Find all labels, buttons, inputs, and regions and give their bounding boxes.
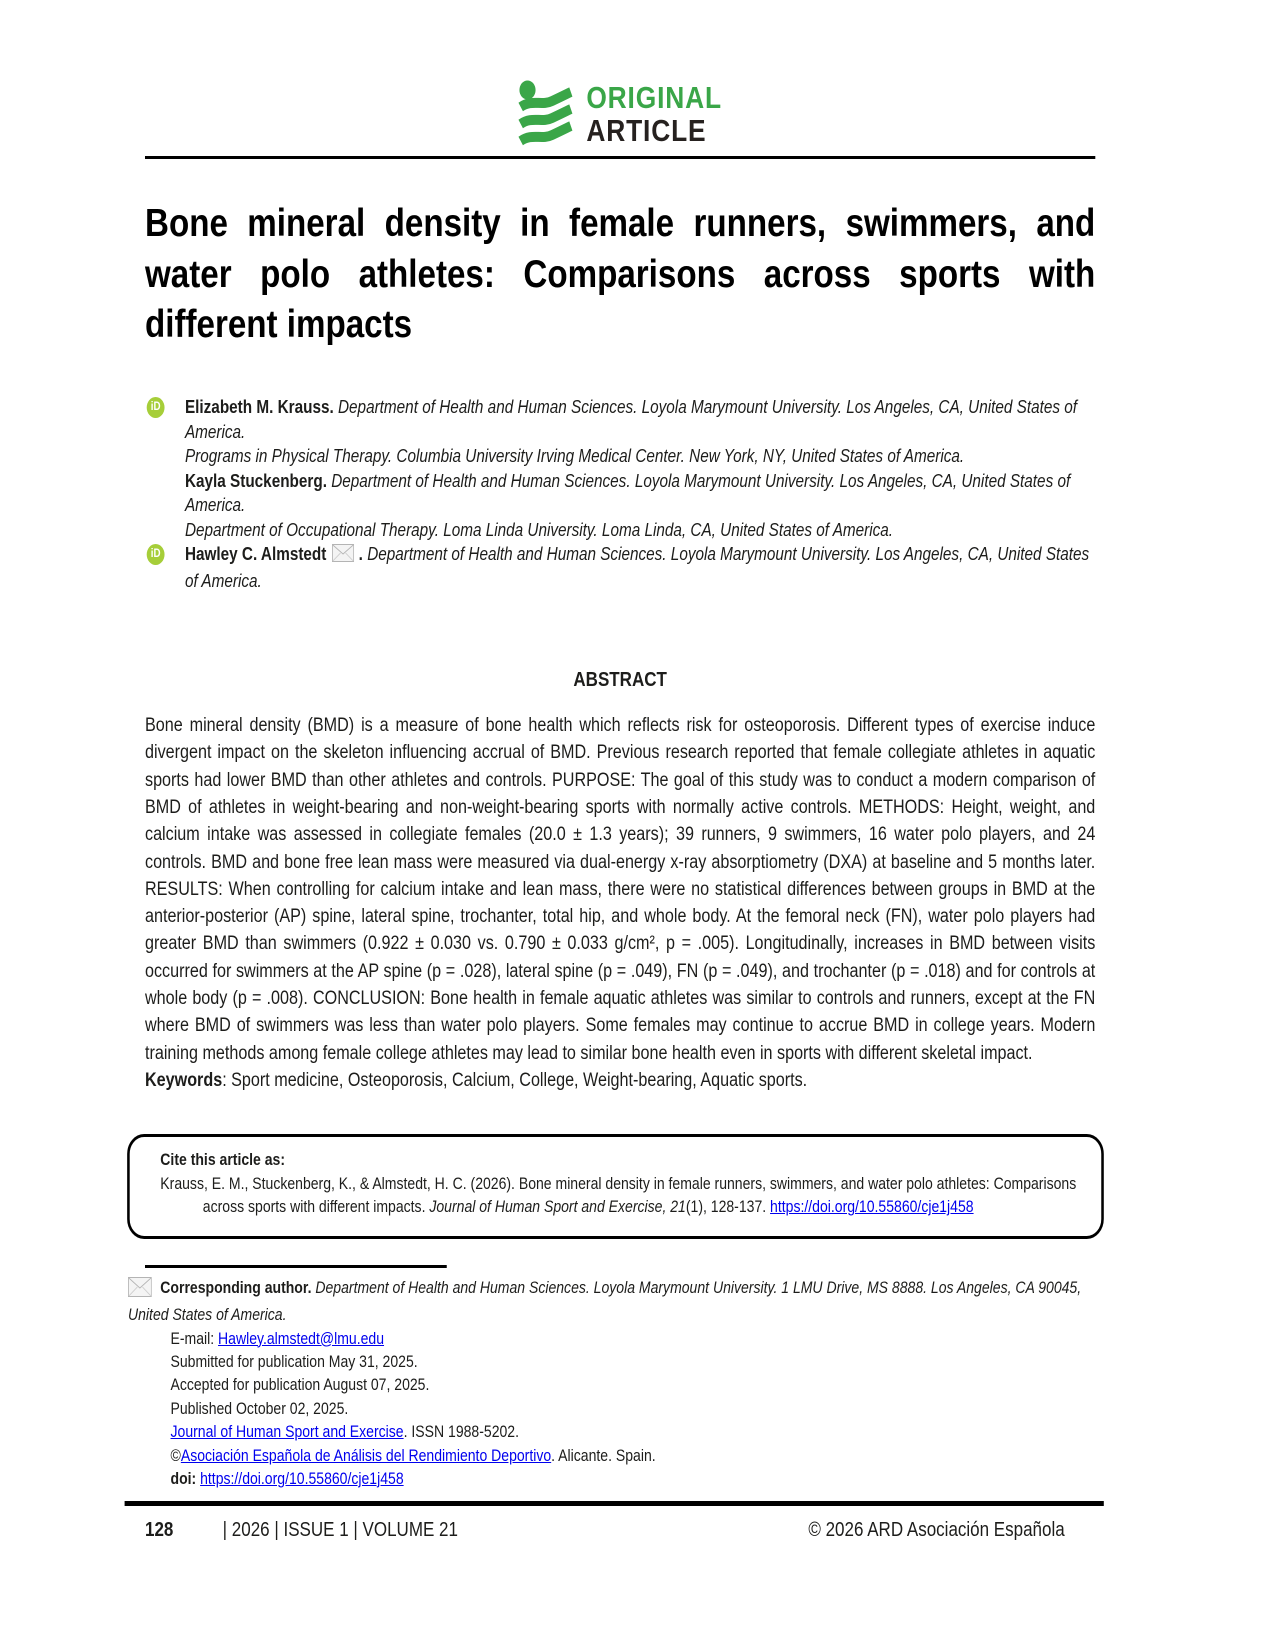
article-type-line1: ORIGINAL: [586, 80, 722, 115]
author-affiliation: Department of Health and Human Sciences. Loyola Marymount University. Los Angeles, CA, United States of America.: [184, 470, 1071, 516]
orcid-icon[interactable]: iD: [147, 397, 165, 418]
footer-left: [145, 1519, 458, 1542]
citation-doi-link[interactable]: https://doi.org/10.55860/cje1j458: [770, 1198, 974, 1217]
footer-copyright: © 2026 ARD Asociación Española: [808, 1518, 1065, 1541]
doi-label: doi:: [170, 1469, 201, 1488]
keywords-text: : Sport medicine, Osteoporosis, Calcium, College, Weight-bearing, Aquatic sports.: [222, 1069, 808, 1091]
article-type-label: [586, 81, 722, 147]
email-link[interactable]: Hawley.almstedt@lmu.edu: [218, 1329, 385, 1348]
submitted-line: Submitted for publication May 31, 2025.: [170, 1352, 418, 1371]
corresponding-label: Corresponding author.: [160, 1278, 312, 1297]
author-name-separator: .: [358, 544, 368, 565]
issue-volume-info: | 2026 | ISSUE 1 | VOLUME 21: [222, 1518, 458, 1541]
abstract-heading: ABSTRACT: [573, 669, 667, 692]
doi-line: [171, 1468, 1096, 1491]
citation-authors: Krauss, E. M., Stuckenberg, K., & Almstedt, H. C. (2026). Bone mineral density in female runners, swimmers, and water polo athletes: Comparisons across sports with different impacts.: [160, 1174, 1077, 1217]
header-divider: [145, 156, 1095, 159]
article-type-line2: ARTICLE: [586, 113, 707, 148]
corresponding-envelope-icon[interactable]: [332, 544, 354, 569]
email-line: [171, 1328, 1096, 1351]
author-affiliation: Department of Health and Human Sciences. Loyola Marymount University. Los Angeles, CA, United States of America.: [184, 544, 1090, 591]
association-link[interactable]: Asociación Española de Análisis del Rendimiento Deportivo: [180, 1446, 552, 1465]
author-name: Hawley C. Almstedt: [184, 544, 327, 565]
footnote-block: [128, 1265, 1095, 1492]
journal-link[interactable]: Journal of Human Sport and Exercise: [170, 1423, 404, 1442]
citation-label: Cite this article as:: [160, 1151, 286, 1170]
keywords-label: Keywords: [145, 1069, 223, 1091]
author-list: [145, 395, 1095, 593]
journal-waves-logo-icon: [518, 80, 572, 148]
footnote-divider: [145, 1265, 447, 1268]
doi-link[interactable]: https://doi.org/10.55860/cje1j458: [200, 1469, 404, 1488]
footer-divider: [125, 1501, 1104, 1506]
author-affiliation: Department of Occupational Therapy. Loma Linda University. Loma Linda, CA, United States of America.: [184, 519, 894, 540]
author-entry: [185, 469, 1095, 543]
author-entry: [150, 395, 1095, 469]
mail-icon[interactable]: [128, 1277, 152, 1304]
author-entry: [150, 542, 1095, 593]
citation-issue-pages: (1), 128-137.: [685, 1198, 771, 1217]
keywords-line: [145, 1067, 1095, 1094]
article-type-badge: [145, 78, 1095, 150]
accepted-line: Accepted for publication August 07, 2025.: [170, 1376, 430, 1395]
journal-line: [171, 1421, 1096, 1444]
article-title: Bone mineral density in female runners, swimmers, and water polo athletes: Comparisons across sports with different impacts: [145, 202, 1096, 347]
abstract-text: Bone mineral density (BMD) is a measure of bone health which reflects risk for osteoporosis. Different types of exercise induce divergent impact on the skeleton influencing accrual of BMD. Previous research reported that female collegiate athletes in aquatic sports had lower BMD than other athletes and controls. PURPOSE: The goal of this study was to conduct a modern comparison of BMD of athletes in weight-bearing and non-weight-bearing sports with normally active controls. METHODS: Height, weight, and calcium intake was assessed in collegiate females (20.0 ± 1.3 years); 39 runners, 9 swimmers, 16 water polo players, and 24 controls. BMD and bone free lean mass were measured via dual-energy x-ray absorptiometry (DXA) at baseline and 5 months later. RESULTS: When controlling for calcium intake and lean mass, there were no statistical differences between groups in BMD at the anterior-posterior (AP) spine, lateral spine, trochanter, total hip, and whole body. At the femoral neck (FN), water polo players had greater BMD than swimmers (0.922 ± 0.030 vs. 0.790 ± 0.033 g/cm², p = .005). Longitudinally, increases in BMD between visits occurred for swimmers at the AP spine (p = .028), lateral spine (p = .049), FN (p = .049), and trochanter (p = .018) and for controls at whole body (p = .008). CONCLUSION: Bone health in female aquatic athletes was similar to controls and runners, except at the FN where BMD of swimmers was less than water polo players. Some females may continue to accrue BMD in college years. Modern training methods among female college athletes may lead to similar bone health even in sports with different skeletal impact.: [145, 715, 1096, 1064]
footer-bar: [145, 1519, 1095, 1542]
orcid-icon[interactable]: iD: [147, 544, 165, 565]
corresponding-author-line: [128, 1277, 1095, 1328]
association-location: . Alicante. Spain.: [551, 1446, 656, 1465]
author-name: Kayla Stuckenberg.: [184, 470, 327, 491]
citation-box: [127, 1134, 1104, 1239]
author-affiliation: Department of Health and Human Sciences. Loyola Marymount University. Los Angeles, CA, United States of America.: [184, 397, 1078, 442]
citation-journal: Journal of Human Sport and Exercise, 21: [429, 1198, 686, 1217]
page-number: 128: [145, 1518, 174, 1541]
citation-text: [160, 1173, 1077, 1220]
issn-text: . ISSN 1988-5202.: [403, 1423, 519, 1442]
author-affiliation: Programs in Physical Therapy. Columbia University Irving Medical Center. New York, NY, United States of America.: [184, 446, 965, 467]
author-name: Elizabeth M. Krauss.: [184, 397, 334, 418]
association-line: [171, 1445, 1096, 1468]
corresponding-affiliation: Department of Health and Human Sciences. Loyola Marymount University. 1 LMU Drive, MS 8888. Los Angeles, CA 90045, United States of America.: [128, 1278, 1082, 1325]
email-label: E-mail:: [170, 1329, 219, 1348]
published-line: Published October 02, 2025.: [170, 1399, 349, 1418]
copyright-symbol: ©: [170, 1446, 181, 1465]
